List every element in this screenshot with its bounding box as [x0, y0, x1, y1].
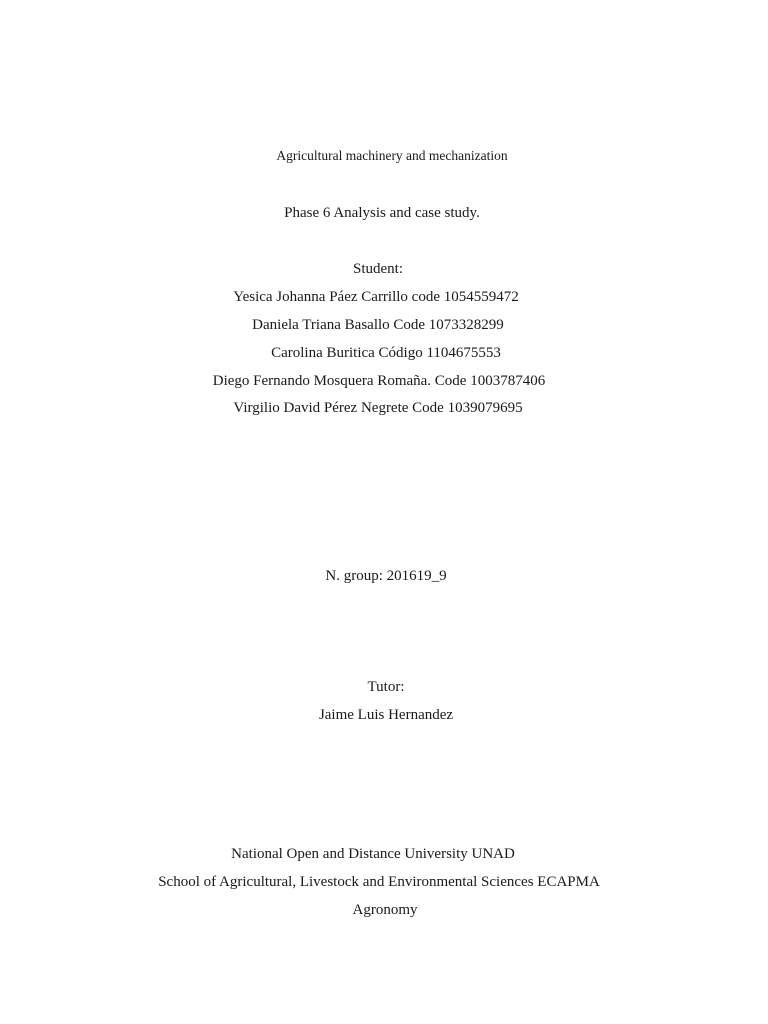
group-number: N. group: 201619_9 — [325, 568, 447, 584]
tutor-name: Jaime Luis Hernandez — [318, 707, 454, 723]
student-line: Yesica Johanna Páez Carrillo code 1054559472 — [233, 289, 519, 305]
assignment-title: Phase 6 Analysis and case study. — [284, 205, 480, 221]
student-line: Virgilio David Pérez Negrete Code 1039079695 — [233, 400, 523, 416]
students-label: Student: — [352, 261, 403, 277]
course-title: Agricultural machinery and mechanization — [276, 148, 508, 163]
program-name: Agronomy — [352, 902, 418, 918]
student-line: Daniela Triana Basallo Code 1073328299 — [252, 317, 504, 333]
student-line: Carolina Buritica Código 1104675553 — [271, 345, 501, 361]
school-name: School of Agricultural, Livestock and Environmental Sciences ECAPMA — [158, 874, 600, 890]
student-line: Diego Fernando Mosquera Romaña. Code 1003787406 — [212, 373, 546, 389]
tutor-label: Tutor: — [367, 679, 405, 695]
university-name: National Open and Distance University UNAD — [231, 846, 515, 862]
